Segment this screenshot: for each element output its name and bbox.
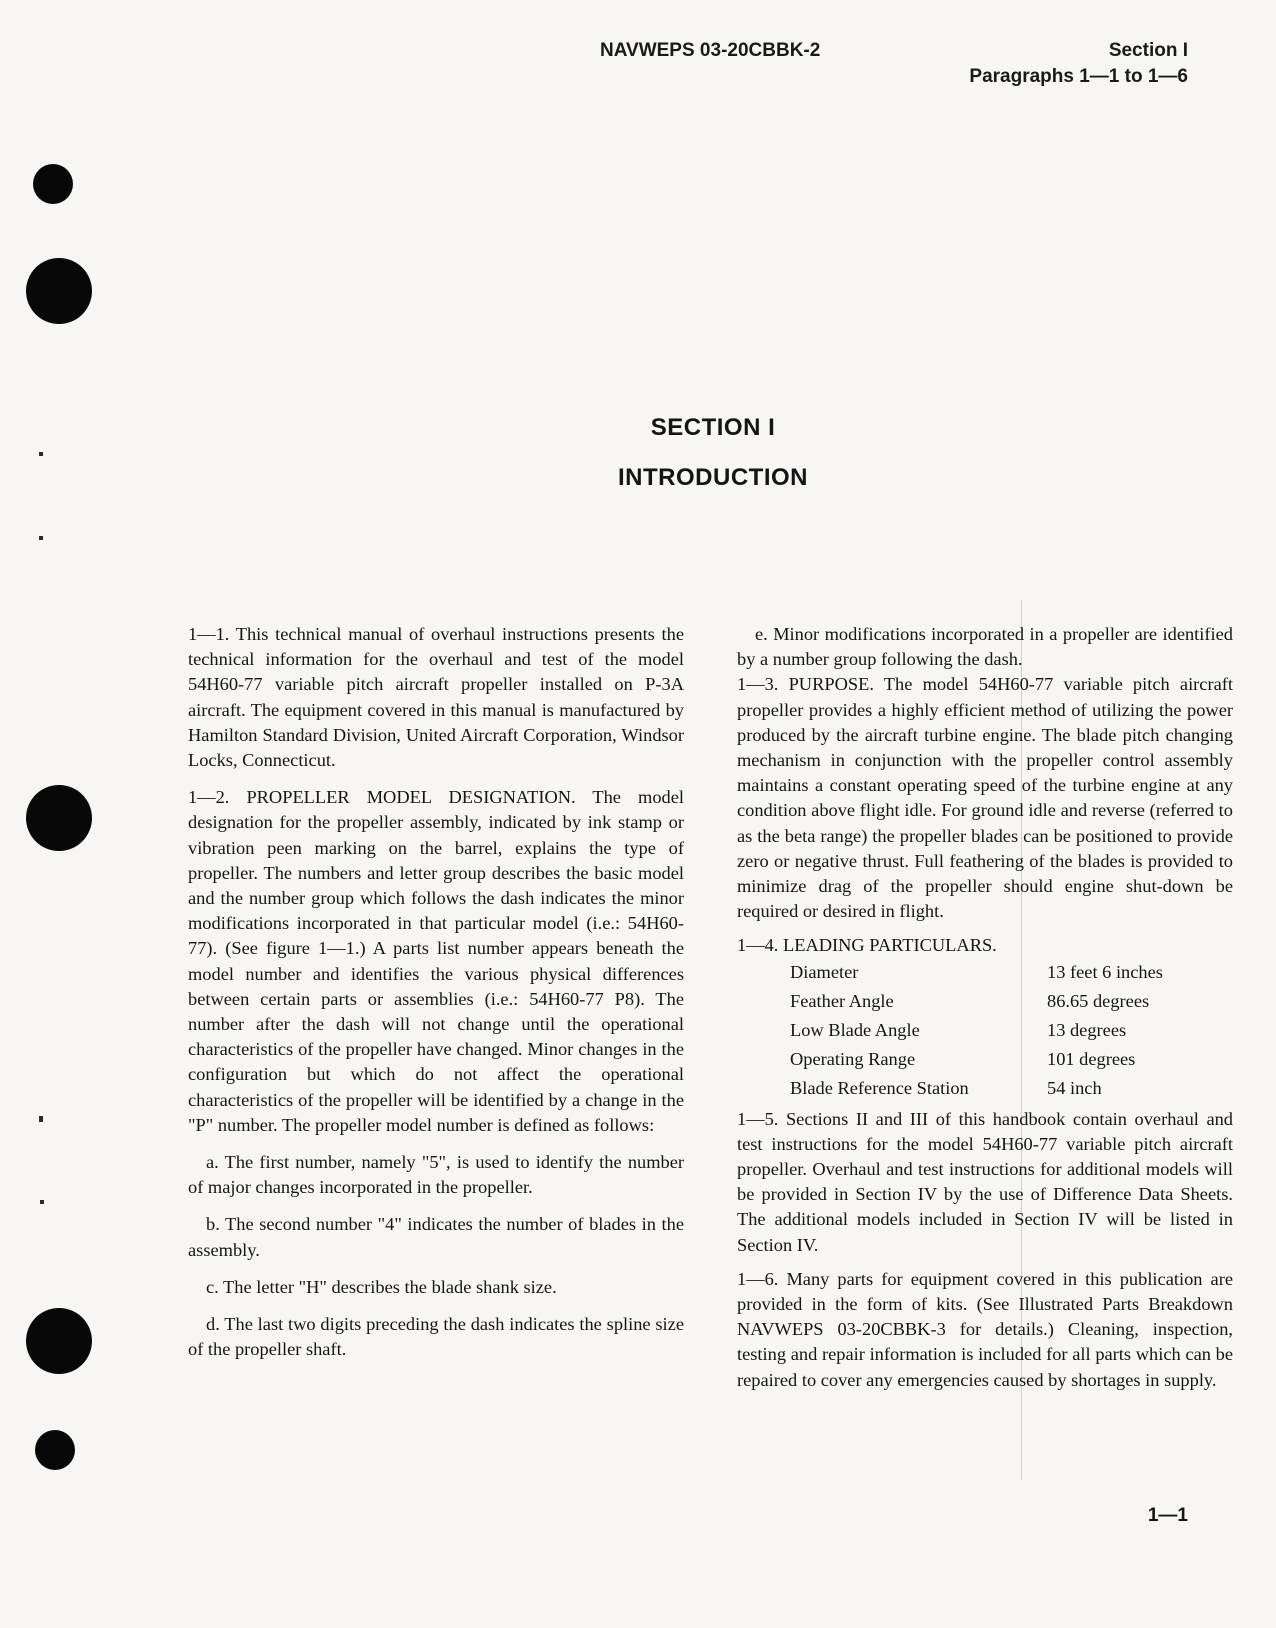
table-row <box>737 989 1163 1018</box>
table-row <box>737 960 1163 989</box>
particular-name: Blade Reference Station <box>790 1077 969 1098</box>
section-title: SECTION I <box>650 414 776 441</box>
paragraph-1-1: 1—1. This technical manual of overhaul instructions presents the technical information for the overhaul and test of the model 54H60-77 variable pitch aircraft propeller installed on P-3A aircraft. The equipment covered in this manual is manufactured by Hamilton Standard Division, United Aircraft Corporation, Windsor Locks, Connecticut. <box>188 624 684 771</box>
particular-value: 13 degrees <box>1047 1019 1127 1040</box>
section-label: Section I <box>1108 40 1188 61</box>
paragraph-range: Paragraphs 1—1 to 1—6 <box>969 66 1188 87</box>
particular-name: Low Blade Angle <box>790 1019 920 1040</box>
speck-mark <box>40 1200 44 1204</box>
table-row <box>737 1076 1163 1105</box>
paragraph-1-2: 1—2. PROPELLER MODEL DESIGNATION. The model designation for the propeller assembly, indicated by ink stamp or vibration peen marking on the barrel, explains the type of propeller. The numbers and letter group describes the basic model and the number group which follows the dash indicates the minor modifications incorporated in that particular model (i.e.: 54H60-77). (See figure 1—1.) A parts list number appears beneath the model number and identifies the various physical differences between certain parts or assemblies (i.e.: 54H60-77 P8). The number after the dash will not change until the operational characteristics of the propeller have changed. Minor changes in the configuration but which do not affect the operational characteristics of the propeller will be identified by a change in the "P" number. The propeller model number is defined as follows: <box>188 787 684 1135</box>
right-column <box>737 622 1233 1393</box>
table-row <box>737 1047 1163 1076</box>
leading-particulars-table <box>737 960 1163 1105</box>
punch-hole <box>26 1308 92 1374</box>
paragraph-1-5: 1—5. Sections II and III of this handbook contain overhaul and test instructions for the model 54H60-77 variable pitch aircraft propeller. Overhaul and test instructions for additional models will be provided in Section IV by the use of Difference Data Sheets. The additional models included in Section IV will be listed in Section IV. <box>737 1108 1233 1255</box>
particular-value: 101 degrees <box>1047 1048 1136 1069</box>
list-item-a: a. The first number, namely "5", is used to identify the number of major changes incorporated in the propeller. <box>188 1152 684 1198</box>
paragraph-1-6: 1—6. Many parts for equipment covered in this publication are provided in the form of kits. (See Illustrated Parts Breakdown NAVWEPS 03-20CBBK-3 for details.) Cleaning, inspection, testing and repair information is included for all parts which can be repaired to cover any emergencies caused by shortages in supply. <box>737 1268 1233 1390</box>
punch-hole <box>33 164 73 204</box>
list-item-e: e. Minor modifications incorporated in a propeller are identified by a number group following the dash. <box>737 624 1233 670</box>
particular-value: 54 inch <box>1047 1077 1102 1098</box>
particular-value: 86.65 degrees <box>1047 990 1150 1011</box>
particular-value: 13 feet 6 inches <box>1047 961 1163 982</box>
particular-name: Diameter <box>790 961 859 982</box>
particular-name: Feather Angle <box>790 990 894 1011</box>
speck-mark <box>39 1116 43 1122</box>
table-row <box>737 1018 1163 1047</box>
list-item-c: c. The letter "H" describes the blade shank size. <box>206 1276 557 1297</box>
punch-hole <box>26 785 92 851</box>
document-number: NAVWEPS 03-20CBBK-2 <box>600 40 821 61</box>
list-item-d: d. The last two digits preceding the dash indicates the spline size of the propeller shaft. <box>188 1314 684 1360</box>
speck-mark <box>39 536 43 540</box>
punch-hole <box>26 258 92 324</box>
introduction-heading: INTRODUCTION <box>618 464 808 491</box>
paragraph-1-4: 1—4. LEADING PARTICULARS. <box>737 935 997 956</box>
page-number: 1—1 <box>1147 1505 1188 1526</box>
particular-name: Operating Range <box>790 1048 916 1069</box>
punch-hole <box>35 1430 75 1470</box>
list-item-b: b. The second number "4" indicates the number of blades in the assembly. <box>188 1214 684 1260</box>
speck-mark <box>39 452 43 456</box>
paragraph-1-3: 1—3. PURPOSE. The model 54H60-77 variable pitch aircraft propeller provides a highly efficient method of utilizing the power produced by the aircraft turbine engine. The blade pitch changing mechanism in conjunction with the propeller control assembly maintains a constant operating speed of the turbine engine at any condition above flight idle. For ground idle and reverse (referred to as the beta range) the propeller blades can be positioned to provide zero or negative thrust. Full feathering of the blades is provided to minimize drag of the propeller should engine shut-down be required or desired in flight. <box>737 674 1233 922</box>
left-column <box>188 622 684 1362</box>
